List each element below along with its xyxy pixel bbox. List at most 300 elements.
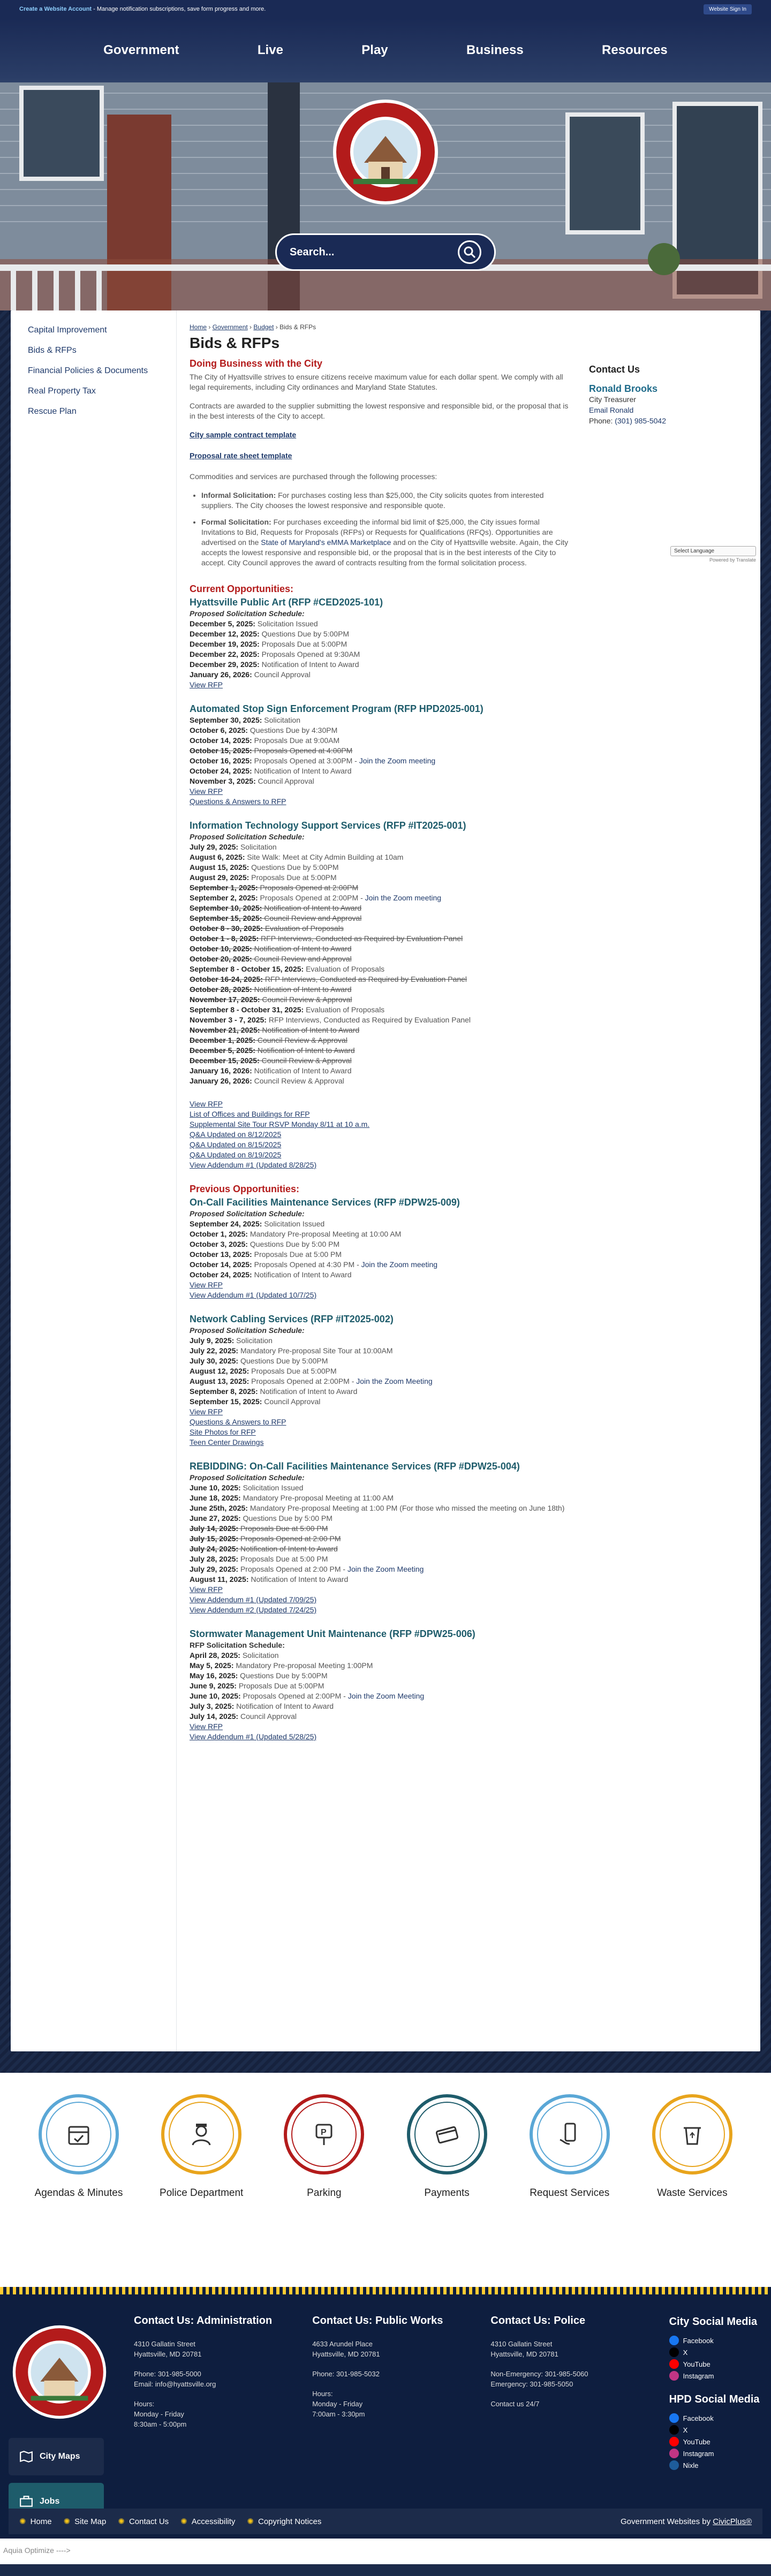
schedule-text: Council Review & Approval xyxy=(259,1056,352,1065)
opportunity-title: Hyattsville Public Art (RFP #CED2025-101) xyxy=(190,597,383,608)
jobs-label: Jobs xyxy=(40,2497,60,2506)
schedule-line xyxy=(190,1503,573,1513)
police-officer-icon xyxy=(185,2118,217,2150)
informal-label: Informal Solicitation: xyxy=(201,491,276,499)
police-addr2: Hyattsville, MD 20781 xyxy=(490,2350,558,2358)
document-link[interactable]: Site Photos for RFP xyxy=(190,1428,256,1436)
breadcrumb-government[interactable]: Government xyxy=(212,323,248,331)
works-addr2: Hyattsville, MD 20781 xyxy=(312,2350,380,2358)
document-link[interactable]: List of Offices and Buildings for RFP xyxy=(190,1110,310,1118)
city-social-heading: City Social Media xyxy=(669,2316,758,2328)
police-nonemergency[interactable]: Non-Emergency: 301-985-5060 xyxy=(490,2370,588,2378)
nav-resources[interactable]: Resources xyxy=(602,43,668,57)
footer-link-site-map[interactable] xyxy=(64,2517,107,2526)
zoom-meeting-link[interactable]: Join the Zoom Meeting xyxy=(347,1565,424,1573)
map-icon xyxy=(19,2450,33,2464)
schedule-line xyxy=(190,1671,573,1681)
opportunity-title: Information Technology Support Services (RFP #IT2025-001) xyxy=(190,820,466,831)
schedule-line xyxy=(190,1219,573,1229)
schedule-text: Notification of Intent to Award xyxy=(252,1066,352,1075)
schedule-line xyxy=(190,1366,573,1376)
intro-paragraph-2: Contracts are awarded to the supplier submitting the lowest responsive and responsible bid, or the proposal that is in the best interests of the City to accept. xyxy=(190,401,569,420)
schedule-line xyxy=(190,862,573,873)
account-desc: - Manage notification subscriptions, save form progress and more. xyxy=(92,6,266,12)
quick-link-inner xyxy=(46,2102,111,2167)
schedule-text: Notification of Intent to Award xyxy=(255,1046,355,1055)
schedule-line xyxy=(190,1701,573,1711)
social-link-instagram[interactable] xyxy=(669,2449,771,2458)
intro-paragraph-1: The City of Hyattsville strives to ensure citizens receive maximum value for each dollar spent. We comply with all legal requirements, including City ordinances and Maryland State Statutes. xyxy=(190,373,563,391)
main-nav xyxy=(0,18,771,82)
schedule-line xyxy=(190,852,573,862)
city-seal-logo[interactable] xyxy=(332,99,439,206)
schedule-text: Council Approval xyxy=(252,670,311,679)
svg-text:P: P xyxy=(321,2128,327,2137)
schedule-date: May 5, 2025: xyxy=(190,1661,234,1670)
schedule-line xyxy=(190,619,573,629)
document-link[interactable]: Q&A Updated on 8/15/2025 xyxy=(190,1140,282,1149)
schedule-date: August 15, 2025: xyxy=(190,863,250,872)
social-label: Facebook xyxy=(683,2414,714,2422)
zoom-meeting-link[interactable]: Join the Zoom Meeting xyxy=(347,1692,425,1700)
breadcrumb-sep: › xyxy=(274,323,280,331)
schedule-text: Proposals Opened at 2:00PM - xyxy=(258,893,365,902)
schedule-label: Proposed Solicitation Schedule: xyxy=(190,1473,305,1482)
schedule-text: Council Review & Approval xyxy=(255,1036,347,1044)
schedule-text: Proposals Due at 5:00PM xyxy=(249,1367,337,1375)
sample-contract-link[interactable]: City sample contract template xyxy=(190,430,297,439)
opportunity-block xyxy=(190,597,573,690)
schedule-date: October 15, 2025: xyxy=(190,746,252,755)
schedule-line xyxy=(190,1005,573,1015)
quick-links-row xyxy=(0,2073,771,2199)
zoom-meeting-link[interactable]: Join the Zoom meeting xyxy=(365,893,442,902)
schedule-text: Proposals Due at 9:00AM xyxy=(252,736,340,745)
schedule-label: Proposed Solicitation Schedule: xyxy=(190,1326,305,1335)
document-link[interactable]: Supplemental Site Tour RSVP Monday 8/11 at 10 a.m. xyxy=(190,1120,370,1128)
schedule-date: June 9, 2025: xyxy=(190,1681,237,1690)
schedule-line xyxy=(190,649,573,660)
schedule-line xyxy=(190,883,573,893)
schedule-line xyxy=(190,629,573,639)
schedule-line xyxy=(190,1650,573,1661)
schedule-text: Questions Due by 5:00PM xyxy=(249,863,339,872)
schedule-line xyxy=(190,1249,573,1260)
schedule-line xyxy=(190,776,573,786)
schedule-text: Proposals Due at 5:00PM xyxy=(236,1681,324,1690)
quick-link-inner xyxy=(414,2102,480,2167)
schedule-date: September 8 - October 15, 2025: xyxy=(190,965,304,973)
schedule-text: Evaluation of Proposals xyxy=(304,965,385,973)
schedule-text: RFP Interviews, Conducted as Required by Evaluation Panel xyxy=(266,1016,471,1024)
opportunity-title: REBIDDING: On-Call Facilities Maintenance Services (RFP #DPW25-004) xyxy=(190,1461,520,1472)
schedule-text: Solicitation xyxy=(240,1651,279,1660)
social-label: Nixle xyxy=(683,2461,699,2469)
zoom-meeting-link[interactable]: Join the Zoom Meeting xyxy=(356,1377,433,1385)
nav-play[interactable]: Play xyxy=(361,43,388,57)
breadcrumb-home[interactable]: Home xyxy=(190,323,207,331)
contact-heading: Contact Us xyxy=(589,364,640,375)
schedule-label: RFP Solicitation Schedule: xyxy=(190,1641,285,1649)
schedule-line xyxy=(190,1015,573,1025)
opportunity-title: Stormwater Management Unit Maintenance (RFP #DPW25-006) xyxy=(190,1628,475,1639)
schedule-text: RFP Interviews, Conducted as Required by Evaluation Panel xyxy=(259,934,463,943)
quick-link-label: Waste Services xyxy=(657,2187,728,2199)
schedule-text: Notification of Intent to Award xyxy=(260,1026,360,1034)
schedule-date: August 12, 2025: xyxy=(190,1367,250,1375)
admin-days: Monday - Friday xyxy=(134,2410,184,2418)
schedule-line xyxy=(190,944,573,954)
works-phone[interactable]: Phone: 301-985-5032 xyxy=(312,2370,380,2378)
schedule-line xyxy=(190,1483,573,1493)
schedule-date: December 22, 2025: xyxy=(190,650,260,658)
formal-text: For purchases exceeding the informal bid limit of $25,000, the City issues formal Invitations to Bid, Requests for Proposals (RFPs) or Requests for Qualifications (RFQs). Opportunities are advertised on the xyxy=(201,518,553,547)
briefcase-icon xyxy=(19,2495,33,2509)
schedule-line xyxy=(190,1513,573,1524)
schedule-date: May 16, 2025: xyxy=(190,1671,238,1680)
sidebar-item-financial-policies[interactable]: Financial Policies & Documents xyxy=(28,366,148,375)
schedule-text: Proposals Due at 5:00 PM xyxy=(238,1524,328,1533)
formal-text-2: and on the City of Hyattsville website. Again, the City accepts the lowest responsive and responsible bid, or the proposal that is in the best interests of the City to accept. City Council approves the award of contracts resulting from the formal solicitation process. xyxy=(201,538,569,567)
document-link[interactable]: View RFP xyxy=(190,1281,223,1289)
schedule-text: Solicitation xyxy=(234,1336,273,1345)
contact-panel xyxy=(573,310,750,2051)
footer-link-contact-us[interactable] xyxy=(118,2517,169,2526)
schedule-line xyxy=(190,1534,573,1544)
schedule-date: September 1, 2025: xyxy=(190,883,258,892)
schedule-date: October 14, 2025: xyxy=(190,736,252,745)
schedule-text: Council Review and Approval xyxy=(262,914,362,922)
admin-addr2: Hyattsville, MD 20781 xyxy=(134,2350,202,2358)
schedule-line xyxy=(190,1229,573,1239)
schedule-date: April 28, 2025: xyxy=(190,1651,240,1660)
x-icon xyxy=(669,2425,679,2435)
works-time: 7:00am - 3:30pm xyxy=(312,2410,365,2418)
footer-link-label: Copyright Notices xyxy=(258,2517,322,2526)
gear-icon: ✺ xyxy=(19,2517,26,2526)
social-label: YouTube xyxy=(683,2360,710,2368)
schedule-text: Notification of Intent to Award xyxy=(248,1575,349,1584)
zoom-meeting-link[interactable]: Join the Zoom meeting xyxy=(361,1260,438,1269)
schedule-text: Mandatory Pre-proposal Site Tour at 10:00AM xyxy=(238,1346,393,1355)
schedule-text: Solicitation Issued xyxy=(262,1219,325,1228)
schedule-text: Questions Due by 5:00 PM xyxy=(247,1240,340,1248)
schedule-text: Notification of Intent to Award xyxy=(252,767,352,775)
social-link-facebook[interactable] xyxy=(669,2413,771,2423)
quick-link-parking[interactable] xyxy=(268,2094,380,2199)
nav-government[interactable]: Government xyxy=(103,43,179,57)
schedule-line xyxy=(190,1076,573,1086)
social-label: Instagram xyxy=(683,2372,714,2380)
search-button[interactable] xyxy=(458,240,481,264)
schedule-text: Proposals Due at 5:00PM xyxy=(259,640,347,648)
admin-heading: Contact Us: Administration xyxy=(134,2315,273,2327)
footer-link-label: Site Map xyxy=(74,2517,107,2526)
schedule-line xyxy=(190,1376,573,1387)
opportunity-title: On-Call Facilities Maintenance Services (RFP #DPW25-009) xyxy=(190,1197,460,1208)
schedule-date: September 15, 2025: xyxy=(190,914,262,922)
schedule-date: October 16, 2025: xyxy=(190,756,252,765)
footer-bar xyxy=(9,2509,762,2534)
breadcrumb-sep: › xyxy=(247,323,254,331)
schedule-date: October 1, 2025: xyxy=(190,1230,248,1238)
schedule-line xyxy=(190,1691,573,1701)
quick-link-waste-services[interactable] xyxy=(636,2094,749,2199)
schedule-date: November 3 - 7, 2025: xyxy=(190,1016,267,1024)
schedule-text: Council Approval xyxy=(262,1397,321,1406)
document-link[interactable]: Questions & Answers to RFP xyxy=(190,797,286,806)
schedule-date: September 2, 2025: xyxy=(190,893,258,902)
schedule-line xyxy=(190,1711,573,1722)
account-notice xyxy=(19,6,266,12)
schedule-line xyxy=(190,1270,573,1280)
sidebar-item-real-property-tax[interactable]: Real Property Tax xyxy=(28,387,96,396)
schedule-date: December 29, 2025: xyxy=(190,660,260,669)
schedule-line xyxy=(190,984,573,995)
footer-public-works xyxy=(312,2316,490,2472)
recycle-bin-icon xyxy=(676,2118,708,2150)
quick-link-circle xyxy=(284,2094,364,2175)
schedule-text: Mandatory Pre-proposal Meeting 1:00PM xyxy=(233,1661,373,1670)
zoom-meeting-link[interactable]: Join the Zoom meeting xyxy=(359,756,436,765)
footer-bar-links xyxy=(19,2517,321,2526)
footer-link-label: Contact Us xyxy=(128,2517,169,2526)
translate-powered: Powered by Translate xyxy=(709,557,756,563)
schedule-date: December 15, 2025: xyxy=(190,1056,260,1065)
schedule-date: August 6, 2025: xyxy=(190,853,245,861)
schedule-line xyxy=(190,1066,573,1076)
schedule-line xyxy=(190,1356,573,1366)
gear-icon: ✺ xyxy=(180,2517,187,2526)
schedule-line xyxy=(190,934,573,944)
schedule-date: September 15, 2025: xyxy=(190,1397,262,1406)
document-link[interactable]: View RFP xyxy=(190,1722,223,1731)
schedule-date: September 8, 2025: xyxy=(190,1387,258,1396)
document-link[interactable]: View RFP xyxy=(190,1585,223,1594)
social-link-youtube[interactable] xyxy=(669,2437,771,2446)
footer-police xyxy=(490,2316,669,2472)
schedule-line xyxy=(190,715,573,725)
document-link[interactable]: View Addendum #1 (Updated 10/7/25) xyxy=(190,1291,317,1299)
schedule-date: October 1 - 8, 2025: xyxy=(190,934,259,943)
footer-columns xyxy=(0,2294,771,2472)
aquia-optimize: Aquia Optimize ----> xyxy=(0,2539,771,2564)
facebook-icon xyxy=(669,2336,679,2345)
footer xyxy=(0,2287,771,2539)
schedule-text: Notification of Intent to Award xyxy=(234,1702,334,1710)
document-link[interactable]: View Addendum #1 (Updated 8/28/25) xyxy=(190,1161,317,1169)
schedule-line xyxy=(190,923,573,934)
schedule-date: October 14, 2025: xyxy=(190,1260,252,1269)
schedule-date: June 10, 2025: xyxy=(190,1483,241,1492)
police-emergency[interactable]: Emergency: 301-985-5050 xyxy=(490,2380,573,2388)
footer-admin xyxy=(134,2316,312,2472)
schedule-text: Evaluation of Proposals xyxy=(262,924,344,933)
quick-link-circle xyxy=(407,2094,487,2175)
schedule-date: December 12, 2025: xyxy=(190,630,260,638)
social-link-nixle[interactable] xyxy=(669,2460,771,2470)
quick-link-agendas-minutes[interactable] xyxy=(22,2094,135,2199)
social-link-youtube[interactable] xyxy=(669,2359,771,2369)
schedule-date: October 10, 2025: xyxy=(190,944,252,953)
schedule-line xyxy=(190,1544,573,1554)
schedule-date: December 5, 2025: xyxy=(190,619,255,628)
document-link[interactable]: View RFP xyxy=(190,1100,223,1108)
document-link[interactable]: View Addendum #1 (Updated 5/28/25) xyxy=(190,1732,317,1741)
admin-phone[interactable]: Phone: 301-985-5000 xyxy=(134,2370,201,2378)
schedule-text: Evaluation of Proposals xyxy=(304,1005,385,1014)
schedule-date: August 13, 2025: xyxy=(190,1377,250,1385)
sidebar-item-capital-improvement[interactable]: Capital Improvement xyxy=(28,325,107,335)
document-link[interactable]: View RFP xyxy=(190,680,223,689)
footer-link-accessibility[interactable] xyxy=(180,2517,235,2526)
current-opportunities xyxy=(190,597,573,1170)
schedule-line xyxy=(190,660,573,670)
sign-in-button[interactable]: Website Sign In xyxy=(704,4,752,14)
opportunity-title: Network Cabling Services (RFP #IT2025-002) xyxy=(190,1314,394,1324)
schedule-date: July 29, 2025: xyxy=(190,843,239,851)
schedule-text: Council Review and Approval xyxy=(252,954,352,963)
search-input[interactable] xyxy=(290,246,458,259)
schedule-date: July 29, 2025: xyxy=(190,1565,239,1573)
schedule-line xyxy=(190,1397,573,1407)
opportunity-block xyxy=(190,704,573,807)
schedule-text: Solicitation Issued xyxy=(255,619,318,628)
schedule-line xyxy=(190,670,573,680)
quick-link-police-department[interactable] xyxy=(145,2094,258,2199)
schedule-label: Proposed Solicitation Schedule: xyxy=(190,832,305,841)
schedule-date: November 21, 2025: xyxy=(190,1026,260,1034)
schedule-text: Questions Due by 5:00PM xyxy=(238,1671,328,1680)
opportunity-title: Automated Stop Sign Enforcement Program (RFP HPD2025-001) xyxy=(190,703,483,714)
schedule-line xyxy=(190,1574,573,1585)
search-bar xyxy=(275,233,496,271)
city-maps-button[interactable] xyxy=(9,2438,104,2475)
sidebar xyxy=(11,310,177,2051)
quick-link-inner xyxy=(537,2102,602,2167)
sidebar-item-rescue-plan[interactable]: Rescue Plan xyxy=(28,407,77,416)
police-contact-247[interactable]: Contact us 24/7 xyxy=(490,2400,540,2408)
document-link[interactable]: View RFP xyxy=(190,787,223,795)
schedule-date: July 28, 2025: xyxy=(190,1555,239,1563)
language-select[interactable]: Select Language xyxy=(670,546,756,556)
admin-hours: Hours: xyxy=(134,2400,155,2408)
schedule-date: December 19, 2025: xyxy=(190,640,260,648)
quick-link-payments[interactable] xyxy=(391,2094,503,2199)
social-link-x[interactable] xyxy=(669,2347,771,2357)
social-link-x[interactable] xyxy=(669,2425,771,2435)
admin-addr1: 4310 Gallatin Street xyxy=(134,2340,195,2348)
footer-city-seal[interactable] xyxy=(12,2324,107,2420)
sidebar-item-bids-rfps[interactable]: Bids & RFPs xyxy=(28,346,77,355)
footer-link-home[interactable] xyxy=(19,2517,52,2526)
schedule-date: January 16, 2026: xyxy=(190,1066,252,1075)
breadcrumb-current: Bids & RFPs xyxy=(279,323,316,331)
document-link[interactable]: View Addendum #1 (Updated 7/09/25) xyxy=(190,1595,317,1604)
document-link[interactable]: Teen Center Drawings xyxy=(190,1438,264,1446)
schedule-text: Questions Due by 5:00 PM xyxy=(240,1514,332,1522)
contact-email-link[interactable]: Email Ronald xyxy=(589,406,634,414)
quick-link-circle xyxy=(530,2094,610,2175)
city-social-list xyxy=(669,2336,771,2381)
document-link[interactable]: Questions & Answers to RFP xyxy=(190,1418,286,1426)
schedule-text: Proposals Opened at 2:00 PM xyxy=(238,1534,341,1543)
rate-sheet-link[interactable]: Proposal rate sheet template xyxy=(190,451,292,460)
nav-live[interactable]: Live xyxy=(257,43,283,57)
footer-link-copyright-notices[interactable] xyxy=(247,2517,321,2526)
schedule-text: Proposals Due at 5:00 PM xyxy=(238,1555,328,1563)
schedule-line xyxy=(190,964,573,974)
schedule-line xyxy=(190,766,573,776)
schedule-date: September 8 - October 31, 2025: xyxy=(190,1005,304,1014)
current-opportunities-heading: Current Opportunities: xyxy=(190,584,293,594)
schedule-text: Mandatory Pre-proposal Meeting at 11:00 AM xyxy=(240,1494,394,1502)
works-hours: Hours: xyxy=(312,2390,333,2398)
document-link[interactable]: View RFP xyxy=(190,1407,223,1416)
schedule-date: August 11, 2025: xyxy=(190,1575,249,1584)
document-link[interactable]: View Addendum #2 (Updated 7/24/25) xyxy=(190,1605,317,1614)
parking-meter-icon xyxy=(308,2118,340,2150)
works-addr1: 4633 Arundel Place xyxy=(312,2340,373,2348)
schedule-line xyxy=(190,1554,573,1564)
social-label: YouTube xyxy=(683,2437,710,2446)
schedule-text: Questions Due by 5:00PM xyxy=(259,630,350,638)
document-link[interactable]: Q&A Updated on 8/12/2025 xyxy=(190,1130,282,1139)
quick-link-label: Agendas & Minutes xyxy=(34,2187,123,2199)
schedule-date: July 3, 2025: xyxy=(190,1702,235,1710)
quick-link-label: Payments xyxy=(424,2187,470,2199)
schedule-text: Notification of Intent to Award xyxy=(259,660,359,669)
admin-time: 8:30am - 5:00pm xyxy=(134,2420,187,2428)
breadcrumb xyxy=(190,322,573,332)
quick-link-inner xyxy=(660,2102,725,2167)
document-link[interactable]: Q&A Updated on 8/19/2025 xyxy=(190,1150,282,1159)
emma-link[interactable]: State of Maryland's eMMA Marketplace xyxy=(261,538,391,547)
create-account-link[interactable]: Create a Website Account xyxy=(19,6,92,12)
gov-websites-text: Government Websites by xyxy=(620,2517,713,2526)
schedule-date: July 9, 2025: xyxy=(190,1336,235,1345)
schedule-text: Proposals Opened at 2:00PM xyxy=(258,883,359,892)
contact-role: City Treasurer xyxy=(589,395,636,404)
nav-business[interactable]: Business xyxy=(466,43,524,57)
schedule-line xyxy=(190,746,573,756)
breadcrumb-budget[interactable]: Budget xyxy=(253,323,274,331)
quick-link-inner xyxy=(169,2102,234,2167)
schedule-text: Notification of Intent to Award xyxy=(258,1387,358,1396)
schedule-text: Notification of Intent to Award xyxy=(252,944,352,953)
schedule-text: RFP Interviews, Conducted as Required by Evaluation Panel xyxy=(262,975,467,983)
schedule-label: Proposed Solicitation Schedule: xyxy=(190,1209,305,1218)
contact-phone-link[interactable]: (301) 985-5042 xyxy=(615,416,667,425)
civicplus-link[interactable]: CivicPlus® xyxy=(713,2517,752,2526)
quick-link-label: Request Services xyxy=(530,2187,610,2199)
admin-email[interactable]: Email: info@hyattsville.org xyxy=(134,2380,216,2388)
social-link-instagram[interactable] xyxy=(669,2371,771,2381)
youtube-icon xyxy=(669,2437,679,2446)
schedule-date: October 24, 2025: xyxy=(190,767,252,775)
quick-link-request-services[interactable] xyxy=(513,2094,626,2199)
schedule-date: October 28, 2025: xyxy=(190,985,252,994)
intro-heading: Doing Business with the City xyxy=(190,358,323,369)
schedule-date: September 10, 2025: xyxy=(190,904,262,912)
social-link-facebook[interactable] xyxy=(669,2336,771,2345)
schedule-date: October 6, 2025: xyxy=(190,726,248,734)
schedule-text: Mandatory Pre-proposal Meeting at 1:00 PM (For those who missed the meeting on June 18th) xyxy=(247,1504,565,1512)
gear-icon: ✺ xyxy=(247,2517,254,2526)
contact-name: Ronald Brooks xyxy=(589,383,658,394)
schedule-text: Notification of Intent to Award xyxy=(238,1544,338,1553)
schedule-text: Proposals Opened at 4:30 PM - xyxy=(252,1260,361,1269)
